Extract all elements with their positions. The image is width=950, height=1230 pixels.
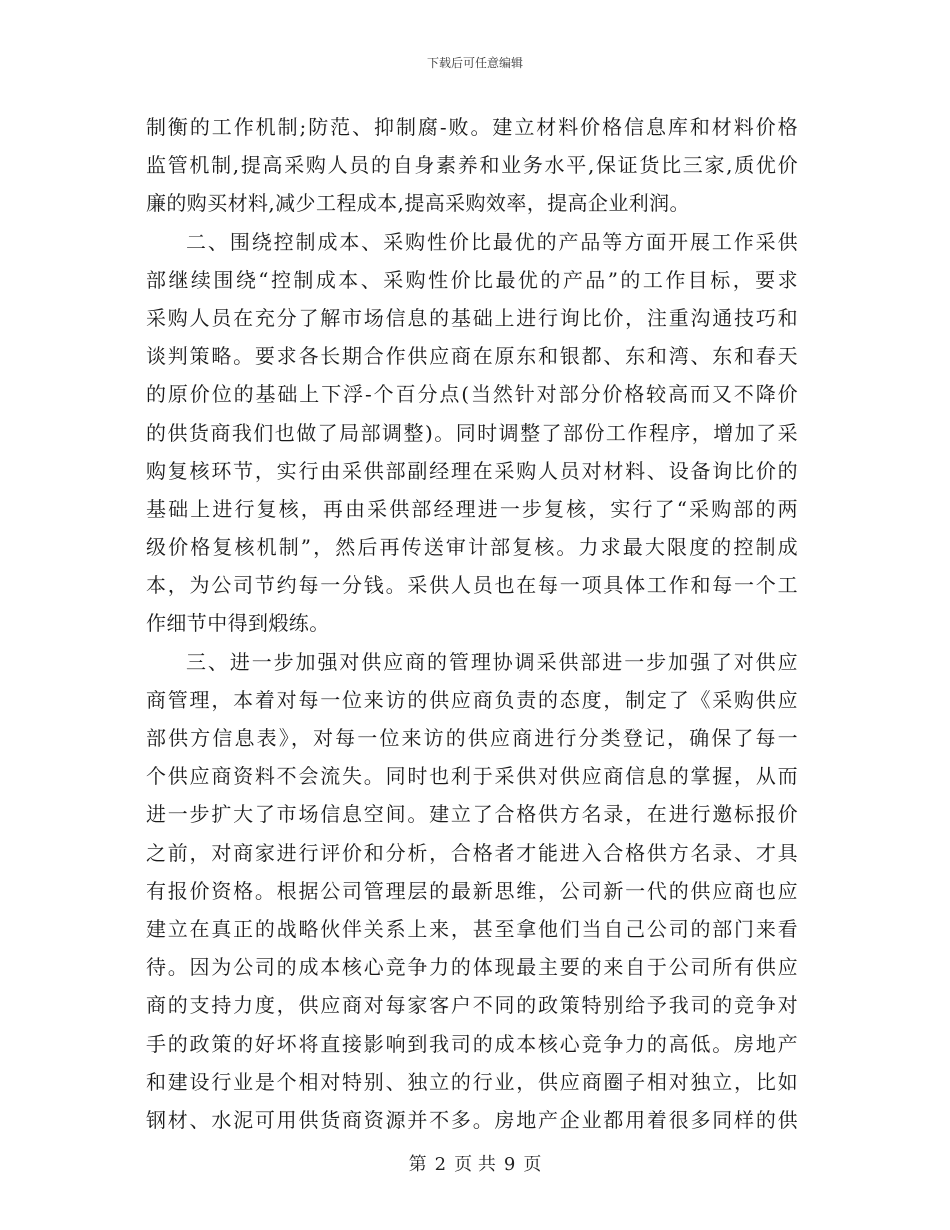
page-middle: 页 共 [454, 1154, 496, 1175]
paragraph-line: 基础上进行复核，再由采供部经理进一步复核，实行了“采购部的两 [146, 496, 798, 521]
paragraph-line: 本，为公司节约每一分钱。采供人员也在每一项具体工作和每一个工 [146, 573, 798, 598]
paragraph-line: 采购人员在充分了解市场信息的基础上进行询比价，注重沟通技巧和 [146, 305, 798, 330]
paragraph-line: 建立在真正的战略伙伴关系上来，甚至拿他们当自己公司的部门来看 [146, 916, 798, 941]
paragraph-line: 待。因为公司的成本核心竞争力的体现最主要的来自于公司所有供应 [146, 955, 798, 980]
paragraph-line: 级价格复核机制”，然后再传送审计部复核。力求最大限度的控制成 [146, 535, 798, 560]
page-suffix: 页 [523, 1154, 542, 1175]
page-current: 2 [434, 1154, 447, 1175]
header-note: 下载后可任意编辑 [426, 56, 523, 70]
paragraph-line: 的原价位的基础上下浮-个百分点(当然针对部分价格较高而又不降价 [146, 382, 798, 407]
paragraph-line: 廉的购买材料,减少工程成本,提高采购效率，提高企业利润。 [146, 191, 690, 216]
paragraph-line: 监管机制,提高采购人员的自身素养和业务水平,保证货比三家,质优价 [146, 153, 798, 178]
document-body [146, 108, 798, 1139]
paragraph-line: 作细节中得到煅练。 [146, 611, 330, 636]
page-prefix: 第 [408, 1154, 427, 1175]
paragraph-line: 商的支持力度，供应商对每家客户不同的政策特别给予我司的竞争对 [146, 993, 798, 1018]
paragraph-line: 二、围绕控制成本、采购性价比最优的产品等方面开展工作采供 [186, 229, 798, 254]
paragraph-line: 之前，对商家进行评价和分析，合格者才能进入合格供方名录、才具 [146, 840, 798, 865]
paragraph-line: 部继续围绕“控制成本、采购性价比最优的产品”的工作目标，要求 [146, 267, 798, 292]
paragraph-line: 购复核环节，实行由采供部副经理在采购人员对材料、设备询比价的 [146, 458, 798, 483]
paragraph-line: 钢材、水泥可用供货商资源并不多。房地产企业都用着很多同样的供 [146, 1107, 798, 1132]
paragraph-line: 的供货商我们也做了局部调整)。同时调整了部份工作程序，增加了采 [146, 420, 798, 445]
paragraph-line: 个供应商资料不会流失。同时也利于采供对供应商信息的掌握，从而 [146, 764, 798, 789]
paragraph-line: 手的政策的好坏将直接影响到我司的成本核心竞争力的高低。房地产 [146, 1031, 798, 1056]
paragraph-line: 商管理，本着对每一位来访的供应商负责的态度，制定了《采购供应 [146, 687, 798, 712]
paragraph-line: 谈判策略。要求各长期合作供应商在原东和银都、东和湾、东和春天 [146, 344, 798, 369]
paragraph-line: 制衡的工作机制;防范、抑制腐-败。建立材料价格信息库和材料价格 [146, 115, 798, 139]
page-number [0, 1150, 950, 1176]
paragraph-line: 有报价资格。根据公司管理层的最新思维，公司新一代的供应商也应 [146, 878, 798, 903]
paragraph-line: 进一步扩大了市场信息空间。建立了合格供方名录，在进行邀标报价 [146, 802, 798, 827]
paragraph-line: 部供方信息表》，对每一位来访的供应商进行分类登记，确保了每一 [146, 726, 798, 750]
page-total: 9 [503, 1154, 516, 1175]
paragraph-line: 和建设行业是个相对特别、独立的行业，供应商圈子相对独立，比如 [146, 1069, 798, 1094]
paragraph-line: 三、进一步加强对供应商的管理协调采供部进一步加强了对供应 [186, 649, 798, 674]
